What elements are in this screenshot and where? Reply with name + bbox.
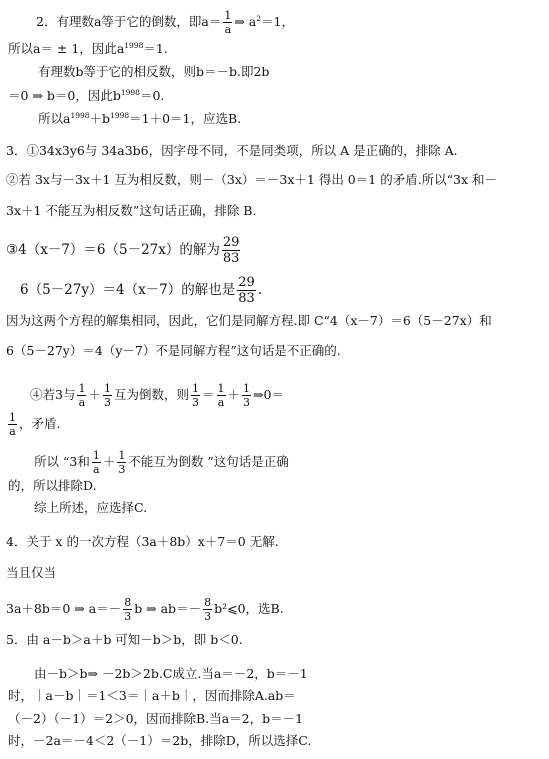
text: ＋ xyxy=(227,387,241,402)
p2-line-2 xyxy=(8,41,168,57)
p5-line-4: （－2）（－1）＝2＞0，因而排除B.当a＝2，b＝－1 xyxy=(8,711,304,726)
fraction xyxy=(123,597,132,622)
fraction xyxy=(8,412,17,437)
p3-line-6: 因为这两个方程的解集相同，因此，它们是同解方程.即 C“4（x－7）＝6（5－27x）和 xyxy=(6,313,492,328)
numerator: 8 xyxy=(124,596,132,609)
exponent: 2 xyxy=(256,14,262,23)
p3-line-7: 6（5－27y）＝4（y－7）不是同解方程”这句话是不正确的. xyxy=(6,343,341,358)
text: 互为倒数，则 xyxy=(113,387,189,402)
denominator: 3 xyxy=(103,396,111,409)
text: b²⩽0，选B. xyxy=(214,601,284,616)
denominator: 83 xyxy=(238,291,255,306)
text: ⇒ a xyxy=(234,14,257,29)
text: 不能互为倒数 ”这句话是正确 xyxy=(128,454,289,469)
exponent: 1998 xyxy=(120,88,140,97)
denominator: 83 xyxy=(222,251,240,266)
p3-line-12: 综上所述，应选择C. xyxy=(34,500,148,515)
text: ，矛盾. xyxy=(19,416,61,431)
p5-line-3: 时，｜a－b｜＝1＜3＝｜a＋b｜，因而排除A.ab＝ xyxy=(8,688,296,703)
denominator: a xyxy=(9,425,16,438)
denominator: 3 xyxy=(204,610,212,623)
p3-line-5 xyxy=(20,276,262,305)
p5-line-2: 由－b＞b⇒ －2b＞2b.C成立.当a＝－2，b＝－1 xyxy=(34,666,308,681)
numerator: 29 xyxy=(238,275,255,290)
denominator: a xyxy=(224,23,232,36)
denominator: 3 xyxy=(124,610,132,623)
denominator: a xyxy=(78,396,86,409)
p3-line-2: ②若 3x与－3x＋1 互为相反数，则－（3x）＝－3x＋1 得出 0＝1 的矛盾.所以“3x 和－ xyxy=(6,172,498,187)
denominator: 3 xyxy=(118,463,126,476)
numerator: 29 xyxy=(222,235,240,250)
exponent: 1998 xyxy=(124,41,144,50)
p3-line-4 xyxy=(6,236,242,265)
text: 3a＋8b＝0 ⇒ a＝－ xyxy=(6,601,122,616)
text: 所以a xyxy=(38,111,71,126)
p4-line-1: 4．关于 x 的一次方程（3a＋8b）x＋7＝0 无解. xyxy=(6,534,279,549)
numerator: 1 xyxy=(191,382,199,395)
numerator: 1 xyxy=(103,382,111,395)
text: ＝0. xyxy=(139,88,165,103)
fraction xyxy=(103,383,112,408)
denominator: 3 xyxy=(191,396,199,409)
text: ＋ xyxy=(102,454,116,469)
p2-line-4 xyxy=(8,88,164,104)
denominator: a xyxy=(93,463,100,476)
text: ＝1， xyxy=(261,14,294,29)
fraction xyxy=(92,450,101,475)
text: b ⇒ ab＝－ xyxy=(134,601,202,616)
p2-line-1 xyxy=(36,10,294,35)
numerator: 1 xyxy=(243,382,251,395)
numerator: 1 xyxy=(224,9,232,22)
numerator: 1 xyxy=(217,382,225,395)
text: . xyxy=(257,282,263,298)
text: ＝0 ⇒ b＝0，因此b xyxy=(8,88,121,103)
fraction xyxy=(203,597,212,622)
p3-line-10 xyxy=(34,450,289,475)
text: ③4（x－7）＝6（5－27x）的解为 xyxy=(6,242,220,258)
p3-line-11: 的，所以排除D. xyxy=(8,478,97,493)
p3-line-1: 3．①34x3y6与 34a3b6，因字母不同，不是同类项，所以 A 是正确的，排除 A. xyxy=(6,143,458,158)
text: ＝1. xyxy=(143,41,168,56)
text: ＋ xyxy=(88,387,101,402)
denominator: 3 xyxy=(243,396,251,409)
exponent: 1998 xyxy=(110,111,130,120)
denominator: a xyxy=(217,396,225,409)
text: ＝1＋0＝1，应选B. xyxy=(129,111,242,126)
text: ④若3与 xyxy=(30,387,76,402)
fraction xyxy=(222,236,241,265)
fraction xyxy=(237,276,256,305)
p5-line-5: 时，－2a＝－4＜2（－1）＝2b，排除D，所以选择C. xyxy=(8,733,312,748)
fraction xyxy=(191,383,200,408)
p4-line-2: 当且仅当 xyxy=(6,565,57,580)
p4-line-3 xyxy=(6,597,284,622)
text: ＝ xyxy=(201,387,215,402)
p5-line-1: 5．由 a－b＞a＋b 可知－b＞b，即 b＜0. xyxy=(6,632,243,647)
numerator: 8 xyxy=(204,596,212,609)
p3-line-9 xyxy=(6,412,60,437)
fraction xyxy=(117,450,126,475)
text: 2．有理数a等于它的倒数，即a＝ xyxy=(36,14,222,29)
text: 6（5－27y）＝4（x－7）的解也是 xyxy=(20,282,236,298)
fraction xyxy=(223,10,232,35)
numerator: 1 xyxy=(118,449,126,462)
numerator: 1 xyxy=(9,411,16,424)
p2-line-5 xyxy=(38,111,241,127)
text: ⇒0＝ xyxy=(253,387,284,402)
numerator: 1 xyxy=(78,382,86,395)
exponent: 1998 xyxy=(70,111,90,120)
text: ＋b xyxy=(89,111,111,126)
p2-line-3: 有理数b等于它的相反数，则b＝－b.即2b xyxy=(38,64,270,79)
fraction xyxy=(217,383,226,408)
text: 所以a＝ ± 1，因此a xyxy=(8,41,125,56)
p3-line-3: 3x＋1 不能互为相反数”这句话正确，排除 B. xyxy=(6,203,257,218)
fraction xyxy=(242,383,251,408)
numerator: 1 xyxy=(92,449,100,462)
p3-line-8 xyxy=(30,383,284,408)
text: 所以 “3和 xyxy=(34,454,90,469)
fraction xyxy=(77,383,86,408)
